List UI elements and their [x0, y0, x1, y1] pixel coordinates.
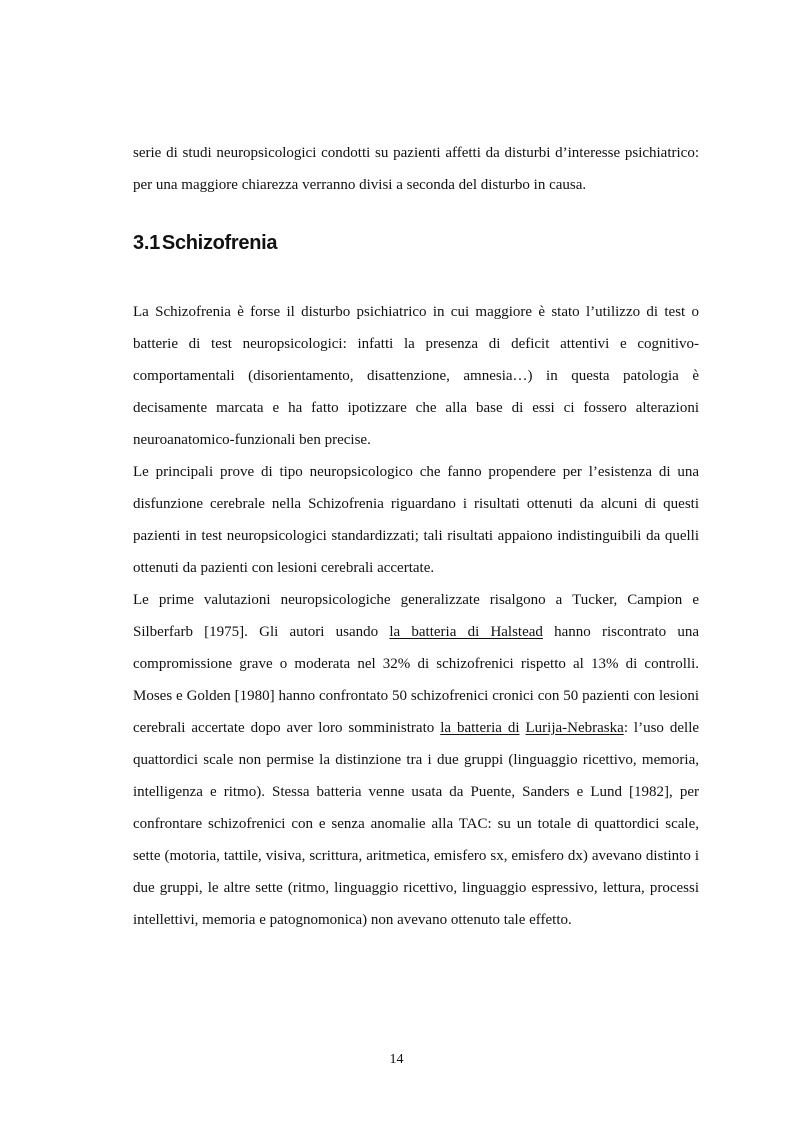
section-heading [133, 232, 277, 255]
intro-text: serie di studi neuropsicologici condotti su pazienti affetti da disturbi d’interesse psichiatrico: per una maggiore chiarezza verranno divisi a seconda del disturbo in causa. [133, 145, 699, 193]
paragraph-1: La Schizofrenia è forse il disturbo psichiatrico in cui maggiore è stato l’utilizzo di test o batterie di test neuropsicologici: infatti la presenza di deficit attentivi e cognitivo-comportamentali (disorientamento, disattenzione, amnesia…) in questa patologia è decisamente marcata e ha fatto ipotizzare che alla base di essi ci fossero alterazioni neuroanatomico-funzionali ben precise. [133, 304, 699, 448]
section-body [133, 296, 699, 936]
paragraph-2: Le principali prove di tipo neuropsicologico che fanno propendere per l’esistenza di una disfunzione cerebrale nella Schizofrenia riguardano i risultati ottenuti da alcuni di questi pazienti in test neuropsicologici standardizzati; tali risultati appaiono indistinguibili da quelli ottenuti da pazienti con lesioni cerebrali accertate. [133, 464, 699, 576]
page-number: 14 [389, 1052, 404, 1067]
paragraph-3-text-c: : l’uso delle quattordici scale non permise la distinzione tra i due gruppi (linguaggio ricettivo, memoria, intelligenza e ritmo). Stessa batteria venne usata da Puente, Sanders e Lund [1982], per confrontare schizofrenici con e senza anomalie alla TAC: su un totale di quattordici scale, sette (motoria, tattile, visiva, scrittura, aritmetica, emisfero sx, emisfero dx) avevano distinto i due gruppi, le altre sette (ritmo, linguaggio ricettivo, linguaggio espressivo, lettura, processi intellettivi, memoria e patognomonica) non avevano ottenuto tale effetto. [133, 720, 700, 928]
halstead-battery-link[interactable]: la batteria di Halstead [389, 624, 543, 640]
section-title: Schizofrenia [161, 232, 278, 254]
section-number: 3.1 [133, 232, 160, 254]
paragraph-3-text-a: Le prime valutazioni neuropsicologiche generalizzate risalgono a Tucker, Campion e Silberfarb [1975]. Gli autori usando [133, 592, 699, 640]
intro-paragraph [133, 137, 699, 201]
paragraph-3 [133, 584, 699, 936]
battery-link[interactable]: la batteria di [440, 720, 520, 736]
lurija-nebraska-link[interactable]: Lurija-Nebraska [525, 720, 624, 736]
paragraph-3-text-b: hanno riscontrato una compromissione grave o moderata nel 32% di schizofrenici rispetto al 13% di controlli. Moses e Golden [1980] hanno confrontato 50 schizofrenici cronici con 50 pazienti con lesioni cerebrali accertate dopo aver loro somministrato [133, 624, 699, 736]
